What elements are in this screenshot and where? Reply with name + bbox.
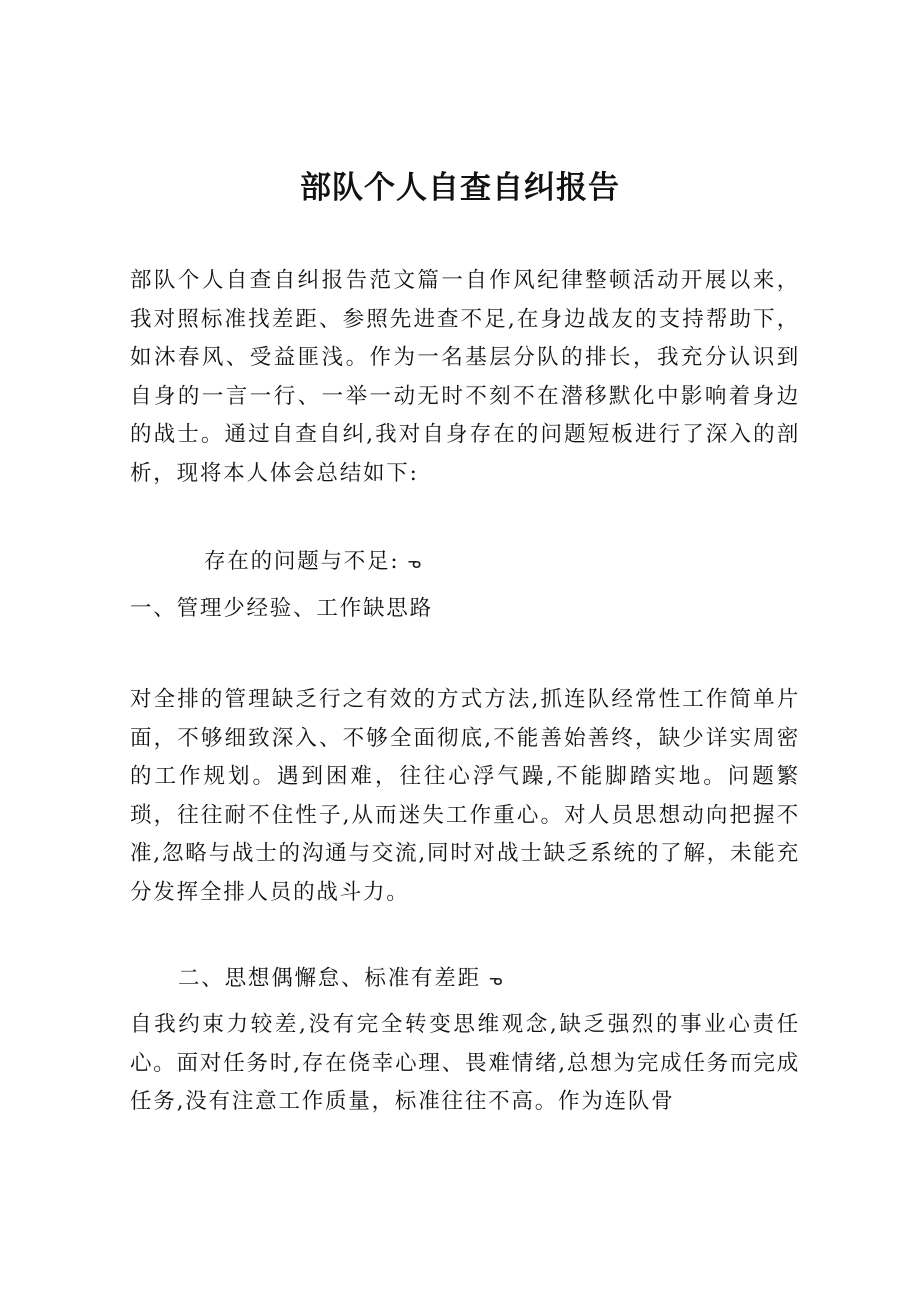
problems-heading-line: [204, 543, 423, 583]
paragraph-mark-icon: ᓀ: [488, 970, 505, 989]
intro-paragraph: 部队个人自查自纠报告范文篇一自作风纪律整顿活动开展以来，我对照标准找差距、参照先进查不足,在身边战友的支持帮助下，如沐春风、受益匪浅。作为一名基层分队的排长，我充分认识到自身的一言一行、一举一动无时不刻不在潜移默化中影响着身边的战士。通过自查自纠,我对自身存在的问题短板进行了深入的剖析，现将本人体会总结如下:: [130, 268, 800, 486]
problems-heading: 存在的问题与不足:: [204, 549, 400, 574]
section1-paragraph: 对全排的管理缺乏行之有效的方式方法,抓连队经常性工作简单片面，不够细致深入、不够全面彻底,不能善始善终，缺少详实周密的工作规划。遇到困难，往往心浮气躁,不能脚踏实地。问题繁琐，往往耐不住性子,从而迷失工作重心。对人员思想动向把握不准,忽略与战士的沟通与交流,同时对战士缺乏系统的了解，未能充分发挥全排人员的战斗力。: [130, 687, 800, 905]
section2-heading: 二、思想偶懈怠、标准有差距: [178, 966, 481, 991]
section2-paragraph: 自我约束力较差,没有完全转变思维观念,缺乏强烈的事业心责任心。面对任务时,存在侥幸心理、畏难情绪,总想为完成任务而完成任务,没有注意工作质量，标准往往不高。作为连队骨: [130, 1012, 800, 1114]
paragraph-mark-icon: ᓀ: [407, 553, 423, 572]
document-title: 部队个人自查自纠报告: [300, 170, 620, 206]
section2-heading-line: [178, 960, 504, 1000]
section1-heading: 一、管理少经验、工作缺思路: [130, 596, 433, 621]
